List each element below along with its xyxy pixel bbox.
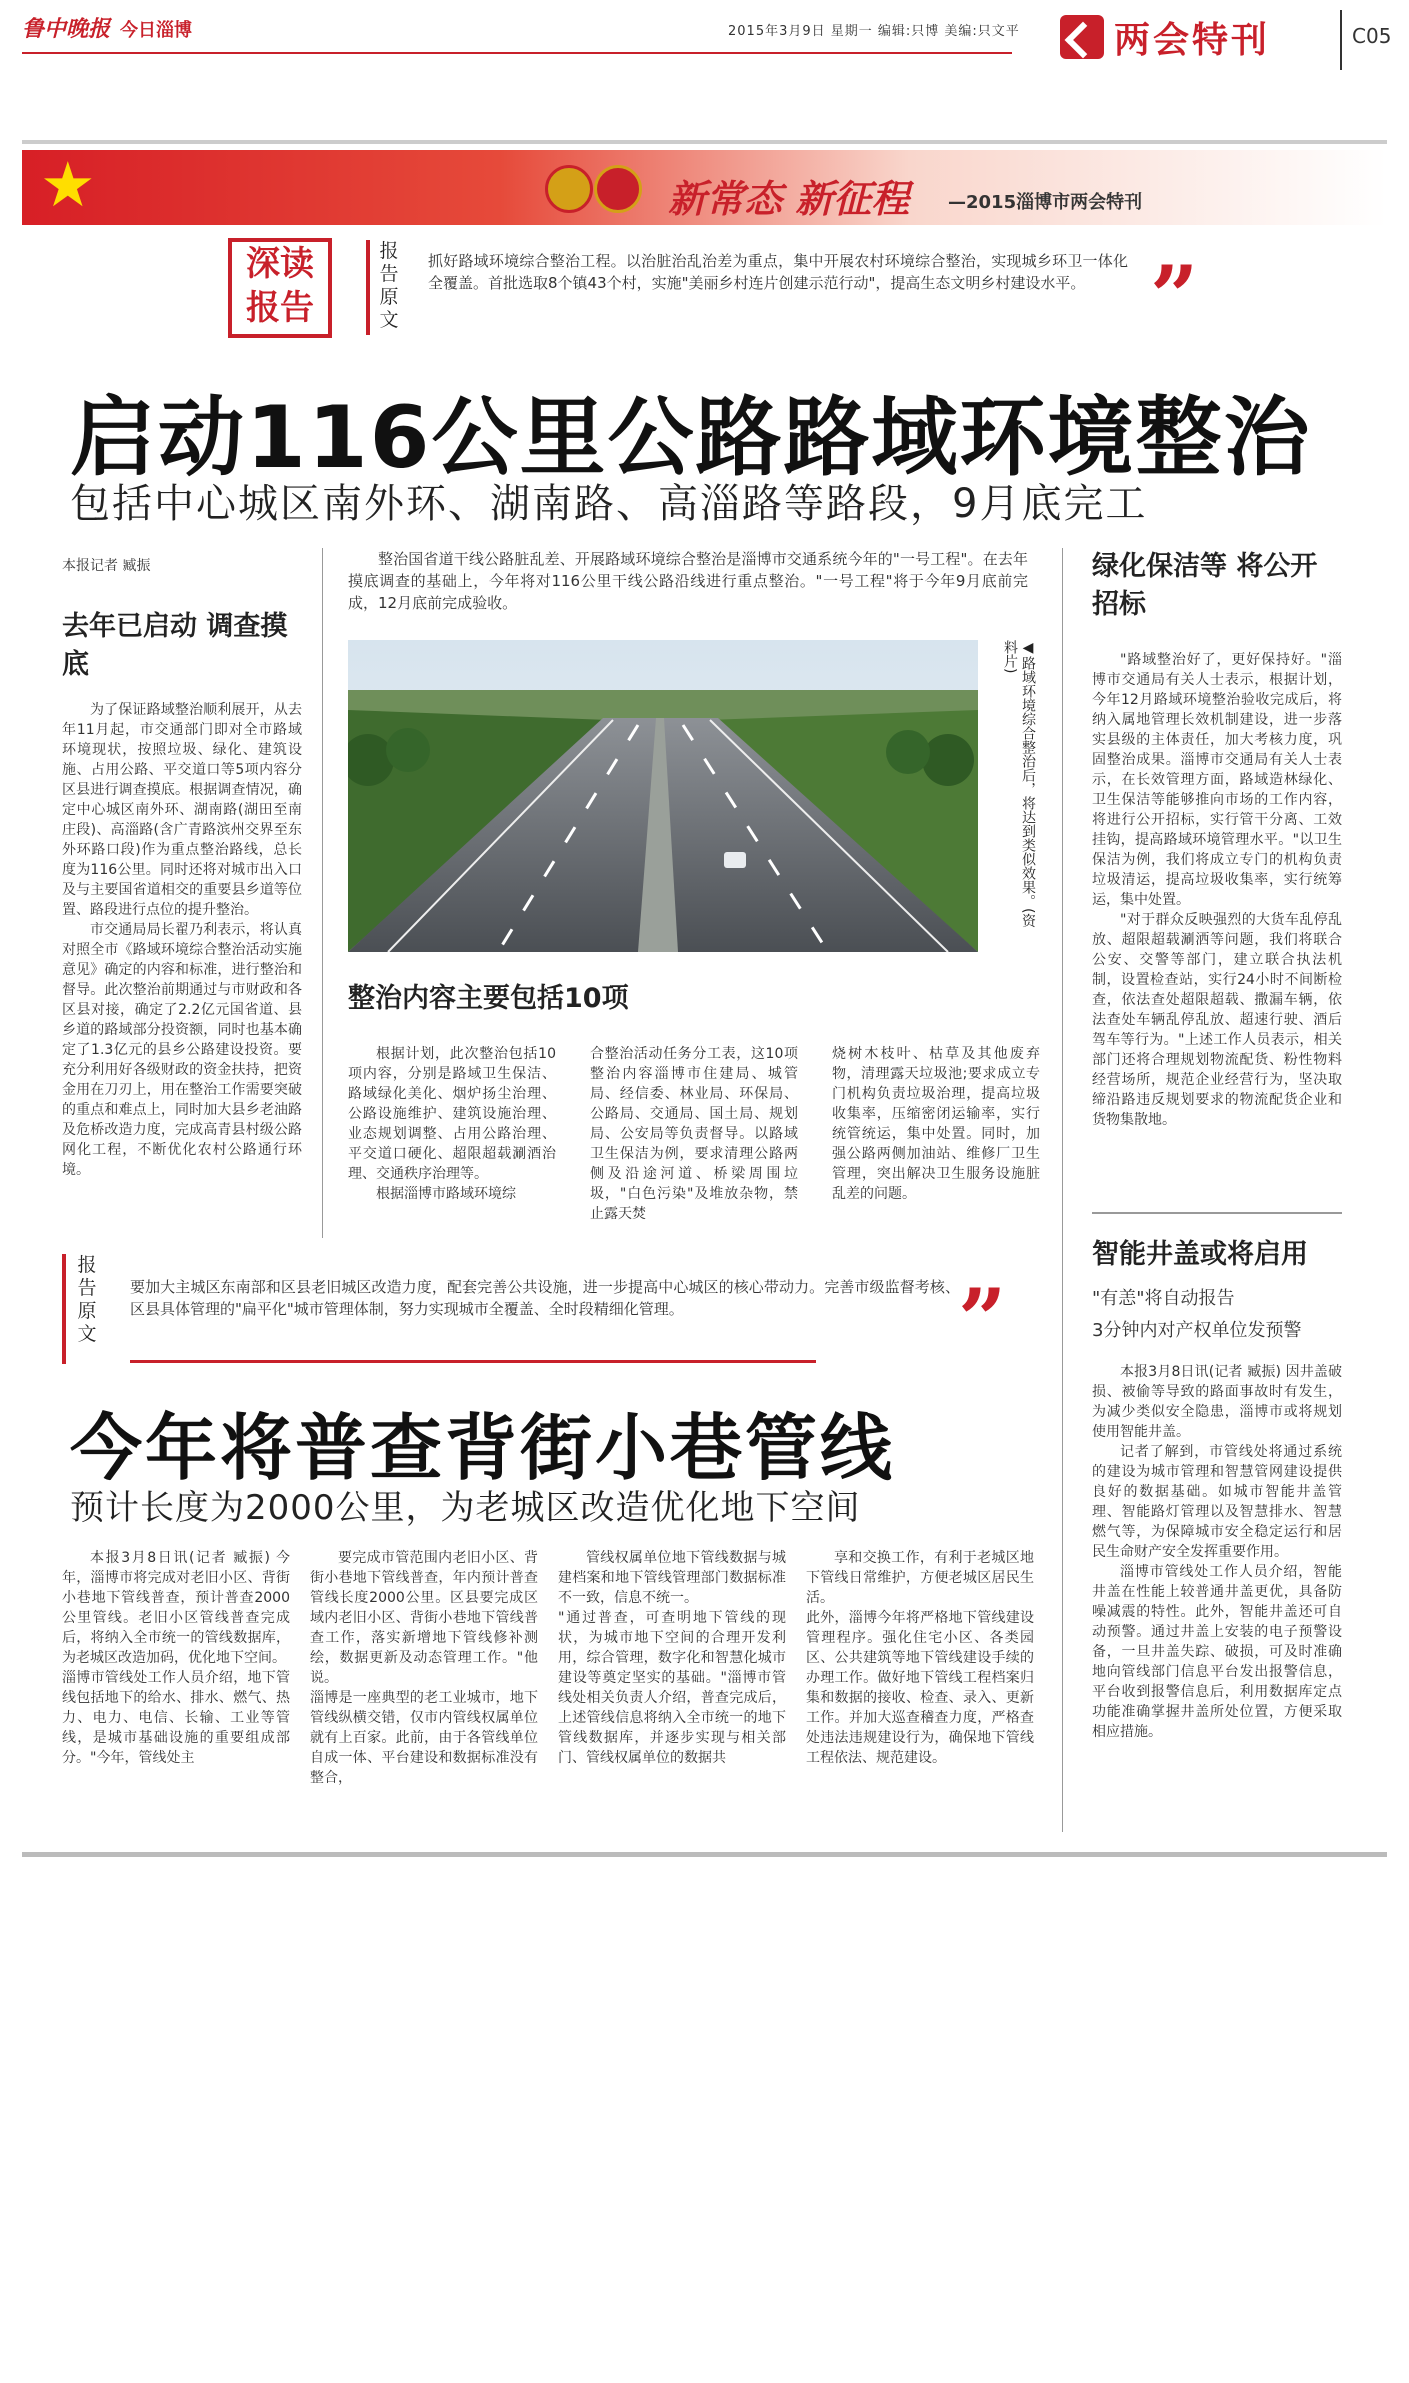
article-column: 管线权属单位地下管线数据与城建档案和地下管线管理部门数据标准不一致，信息不统一。 "通过普查，可查明地下管线的现状，为城市地下空间的合理开发利用，综合管理，数字化和智慧化城市建设等奠定坚实的基础。"淄博市管线处相关负责人介绍，普查完成后，上述管线信息将纳入全市统一的地下管线数据库，并逐步实现与相关部门、管线权属单位的数据共: [558, 1550, 786, 1766]
paragraph: 本报3月8日讯(记者 臧振) 因井盖破损、被偷等导致的路面事故时有发生，为减少类似安全隐患，淄博市或将规划使用智能井盖。: [1092, 1364, 1342, 1440]
star-icon: ★: [40, 148, 96, 221]
headline: 今年将普查背街小巷管线: [70, 1406, 896, 1490]
report-text: 要加大主城区东南部和区县老旧城区改造力度，配套完善公共设施，进一步提高中心城区的核心带动力。完善市级监督考核、区县具体管理的"扁平化"城市管理体制，努力实现城市全覆盖、全时段精细化管理。: [130, 1278, 960, 1318]
article-column: [62, 700, 302, 1180]
banner-tag: —2015淄博市两会特刊: [948, 192, 1143, 213]
section-title: 去年已启动 调查摸底: [62, 611, 288, 680]
report-bar: [366, 240, 370, 335]
report-label: 报告原文: [77, 1254, 97, 1345]
highway-photo: [348, 640, 978, 952]
column-rule: [1062, 548, 1063, 1238]
top-rule: [22, 140, 1387, 144]
photo-caption: ◀路域环境综合整治后，将达到类似效果。(资料片): [1002, 640, 1036, 928]
cppcc-emblem-icon: [594, 165, 642, 213]
paragraph: 淄博市管线处工作人员介绍，智能井盖在性能上较普通井盖更优，具备防噪减震的特性。此外，智能井盖还可自动预警。通过井盖上安装的电子预警设备，一旦井盖失踪、破损，可及时准确地向管线部门信息平台发出报警信息，平台收到报警信息后，利用数据库定点功能准确掌握井盖所处位置，方便采取相应措施。: [1092, 1564, 1342, 1740]
paragraph: 根据计划，此次整治包括10项内容，分别是路域卫生保洁、路域绿化美化、烟炉扬尘治理、公路设施维护、建筑设施治理、业态规划调整、占用公路治理、平交道口硬化、超限超载涮酒治理、交通秩序治理等。: [348, 1046, 556, 1182]
column-rule: [1062, 1212, 1063, 1832]
column-rule: [322, 548, 323, 1238]
story3-sub1: "有恙"将自动报告: [1092, 1288, 1235, 1309]
story3-headline: 智能井盖或将启用: [1092, 1239, 1308, 1270]
lead-paragraph: 整治国省道干线公路脏乱差、开展路域环境综合整治是淄博市交通系统今年的"一号工程"。在去年摸底调查的基础上，今年将对116公里干线公路沿线进行重点整治。"一号工程"将于今年9月底前完成，12月底前完成验收。: [348, 550, 1028, 612]
paper-logo: 鲁中晚报: [22, 16, 111, 42]
article-column: [1092, 650, 1342, 1130]
article-column: 烧树木枝叶、枯草及其他废弃物，清理露天垃圾池;要求成立专门机构负责垃圾治理，提高垃圾收集率，压缩密闭运输率，实行统管统运，集中处置。同时，加强公路两侧加油站、维修厂卫生管理，突出解决卫生服务设施脏乱差的问题。: [832, 1046, 1040, 1202]
masthead-rule: [22, 52, 1012, 54]
quote-mark: ”: [1150, 247, 1199, 346]
section-name: 今日淄博: [120, 20, 192, 41]
banner-slogan: 新常态 新征程: [668, 176, 910, 221]
section-title: 绿化保洁等 将公开招标: [1092, 551, 1318, 620]
article-column: 合整治活动任务分工表，这10项整治内容淄博市住建局、城管局、经信委、林业局、环保局、公路局、交通局、国土局、规划局、公安局等负责督导。以路域卫生保洁为例，要求清理公路两侧及沿途河道、桥梁周围垃圾，"白色污染"及堆放杂物，禁止露天焚: [590, 1046, 798, 1222]
paragraph: 记者了解到，市管线处将通过系统的建设为城市管理和智慧管网建设提供良好的数据基础。如城市智能井盖管理、智能路灯管理以及智慧排水、智慧燃气等，为保障城市安全稳定运行和居民生命财产安全发挥重要作用。: [1092, 1444, 1342, 1560]
deep-report-stamp: 深读报告: [228, 238, 332, 338]
article-column: 本报3月8日讯(记者 臧振) 今年，淄博市将完成对老旧小区、背街小巷地下管线普查，预计普查2000公里管线。老旧小区管线普查完成后，将纳入全市统一的管线数据库，为老城区改造加码，优化地下空间。 淄博市管线处工作人员介绍，地下管线包括地下的给水、排水、燃气、热力、电力、电信、长输、工业等管线，是城市基础设施的重要组成部分。"今年，管线处主: [62, 1550, 290, 1766]
emblem-icon: [545, 165, 593, 213]
report-text: 抓好路域环境综合整治工程。以治脏治乱治差为重点，集中开展农村环境综合整治，实现城乡环卫一体化全覆盖。首批选取8个镇43个村，实施"美丽乡村连片创建示范行动"，提高生态文明乡村建设水平。: [428, 252, 1128, 292]
report-label: 报告原文: [379, 240, 399, 331]
paragraph: "对于群众反映强烈的大货车乱停乱放、超限超载涮洒等问题，我们将联合公安、交警等部门，建立联合执法机制，设置检查站，实行24小时不间断检查，依法查处超限超载、撒漏车辆，依法查处车辆乱停乱放、超速行驶、酒后驾车等行为。"上述工作人员表示，相关部门还将合理规划物流配货、粉性物料经营场所，规范企业经营行为，坚决取缔沿路违反规划要求的物流配货企业和货物集散地。: [1092, 912, 1342, 1128]
issue-meta: 2015年3月9日 星期一 编辑:只博 美编:只文平: [728, 24, 1020, 39]
article-column: [1092, 1362, 1342, 1742]
masthead-divider: [1340, 10, 1342, 70]
byline: 本报记者 臧振: [62, 558, 151, 574]
article-column: [348, 1044, 556, 1204]
paragraph: "路域整治好了，更好保持好。"淄博市交通局有关人士表示，根据计划，今年12月路域环境整治验收完成后，将纳入属地管理长效机制建设，进一步落实县级的主体责任，加大考核力度，巩固整治成果。淄博市交通局有关人士表示，在长效管理方面，路域造林绿化、卫生保洁等能够推向市场的工作内容，将进行公开招标，实行管干分离、工效挂钩，提高路域环境管理水平。"以卫生保洁为例，我们将成立专门的机构负责垃圾清运，提高垃圾收集率，实行统筹运，集中处置。: [1092, 652, 1342, 908]
special-issue-icon: [1060, 15, 1104, 59]
subheadline: 包括中心城区南外环、湖南路、高淄路等路段，9月底完工: [70, 481, 1148, 527]
page-number: C05: [1352, 24, 1392, 48]
subheadline: 预计长度为2000公里，为老城区改造优化地下空间: [70, 1488, 861, 1528]
paragraph: 市交通局局长翟乃利表示，将认真对照全市《路域环境综合整治活动实施意见》确定的内容和标准，进行整治和督导。此次整治前期通过与市财政和各区县对接，确定了2.2亿元国省道、县乡道的路域部分投资额，同时也基本确定了1.3亿元的县乡公路建设投资。要充分利用好各级财政的资金扶持，把资金用在刀刃上，用在整治工作需要突破的重点和难点上，同时加大县乡老油路及危桥改造力度，完成高青县村级公路网化工程，不断优化农村公路通行环境。: [62, 922, 302, 1178]
headline: 启动116公里公路路域环境整治: [70, 388, 1312, 488]
quote-mark: ”: [958, 1270, 1007, 1369]
report-bar: [62, 1254, 66, 1364]
story3-sub2: 3分钟内对产权单位发预警: [1092, 1320, 1302, 1341]
article-column: 要完成市管范围内老旧小区、背街小巷地下管线普查，年内预计普查管线长度2000公里。区县要完成区域内老旧小区、背街小巷地下管线普查工作，落实新增地下管线修补测绘，数据更新及动态管理工作。"他说。 淄博是一座典型的老工业城市，地下管线纵横交错，仅市内管线权属单位就有上百家。此前，由于各管线单位自成一体、平台建设和数据标准没有整合，: [310, 1550, 538, 1786]
bottom-rule: [22, 1852, 1387, 1857]
paragraph: 根据淄博市路域环境综: [376, 1186, 516, 1202]
special-issue-box: [1060, 8, 1330, 66]
paragraph: 为了保证路域整治顺利展开，从去年11月起，市交通部门即对全市路域环境现状，按照垃圾、绿化、建筑设施、占用公路、平交道口等5项内容分区县进行调查摸底。根据调查情况，确定中心城区南外环、湖南路(湖田至南庄段)、高淄路(含广青路滨州交界至东外环路口段)作为重点整治路线，总长度为116公里。同时还将对城市出入口及与主要国省道相交的重要县乡道等位置、路段进行点位的提升整治。: [62, 702, 302, 918]
article-column: 享和交换工作，有利于老城区地下管线日常维护，方便老城区居民生活。 此外，淄博今年将严格地下管线建设管理程序。强化住宅小区、各类园区、公共建筑等地下管线建设手续的办理工作。做好地下管线工程档案归集和数据的接收、检查、录入、更新工作。并加大巡查稽查力度，严格查处违法违规建设行为，确保地下管线工程依法、规范建设。: [806, 1550, 1034, 1766]
section-title: 整治内容主要包括10项: [348, 983, 629, 1014]
section-rule: [1092, 1212, 1342, 1214]
special-issue-title: 两会特刊: [1114, 19, 1271, 61]
red-rule: [130, 1360, 816, 1363]
